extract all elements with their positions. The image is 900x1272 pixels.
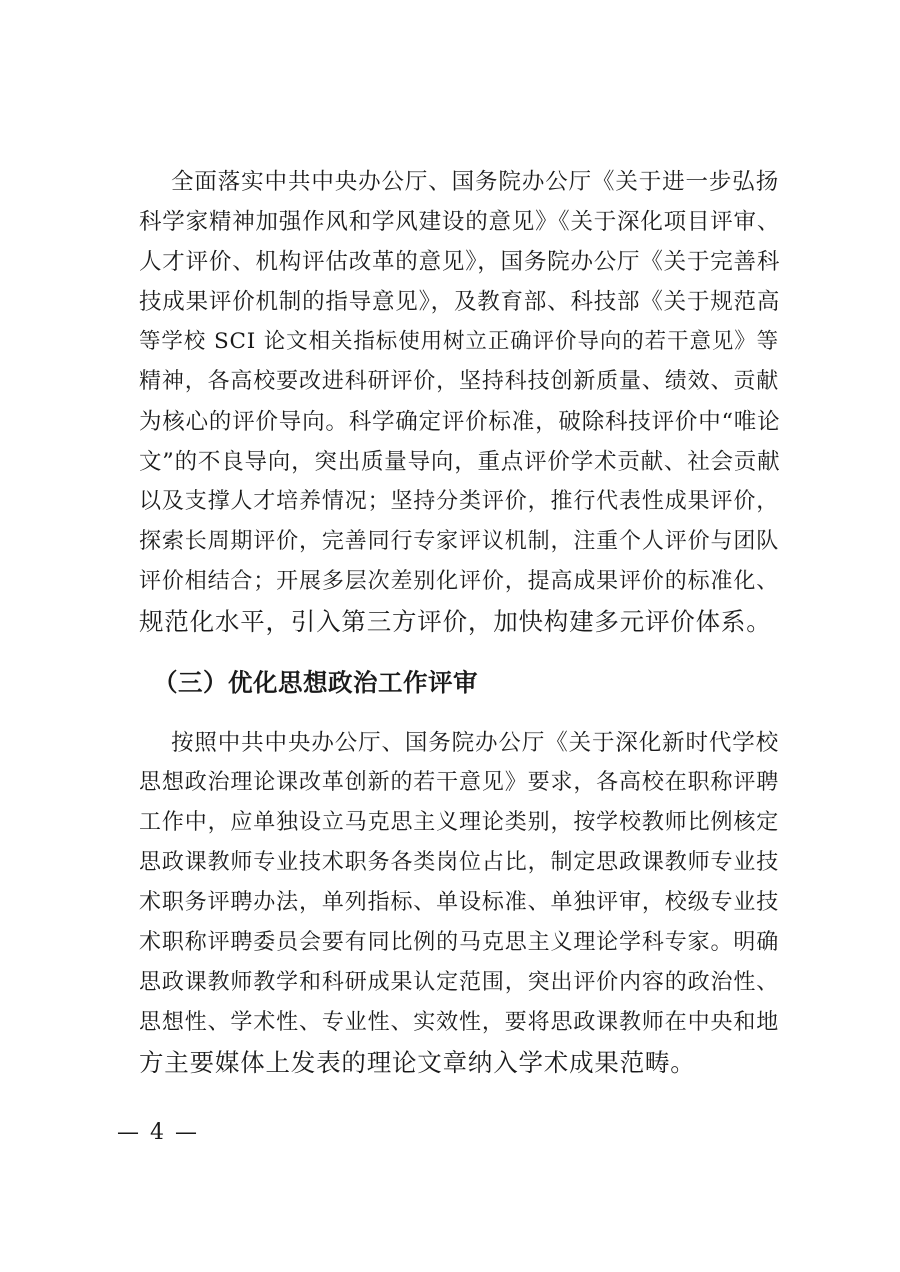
paragraph-1-line-2: 科学家精神加强作风和学风建设的意见》《关于深化项目评审、 (139, 209, 781, 235)
paragraph-1-line-12: 规范化水平，引入第三方评价，加快构建多元评价体系。 (139, 607, 772, 636)
section-heading: （三）优化思想政治工作评审 (153, 668, 478, 697)
paragraph-1-line-5: 等学校 SCI 论文相关指标使用树立正确评价导向的若干意见》等 (139, 329, 779, 354)
paragraph-1-line-8: 文”的不良导向，突出质量导向，重点评价学术贡献、社会贡献 (139, 449, 781, 475)
paragraph-1-line-10: 探索长周期评价，完善同行专家评议机制，注重个人评价与团队 (139, 529, 779, 554)
paragraph-2-line-5: 术职务评聘办法，单列指标、单设标准、单独评审，校级专业技 (139, 890, 779, 915)
paragraph-2-line-6: 术职称评聘委员会要有同比例的马克思主义理论学科专家。明确 (139, 930, 779, 955)
paragraph-2-line-9: 方主要媒体上发表的理论文章纳入学术成果范畴。 (139, 1048, 696, 1077)
paragraph-2-line-2: 思想政治理论课改革创新的若干意见》要求，各高校在职称评聘 (139, 770, 779, 795)
paragraph-2-line-4: 思政课教师专业技术职务各类岗位占比，制定思政课教师专业技 (139, 850, 779, 875)
paragraph-2-line-8: 思想性、学术性、专业性、实效性，要将思政课教师在中央和地 (139, 1010, 779, 1035)
paragraph-2-line-1: 按照中共中央办公厅、国务院办公厅《关于深化新时代学校 (171, 730, 779, 756)
paragraph-1-line-3: 人才评价、机构评估改革的意见》，国务院办公厅《关于完善科 (139, 249, 781, 275)
page-number: — 4 — (117, 1120, 199, 1145)
paragraph-1-line-9: 以及支撑人才培养情况；坚持分类评价，推行代表性成果评价， (139, 489, 779, 514)
paragraph-1-line-7: 为核心的评价导向。科学确定评价标准，破除科技评价中“唯论 (139, 409, 781, 435)
paragraph-1-line-4: 技成果评价机制的指导意见》，及教育部、科技部《关于规范高 (139, 289, 781, 315)
paragraph-1-line-11: 评价相结合；开展多层次差别化评价，提高成果评价的标准化、 (139, 569, 779, 594)
paragraph-2-line-7: 思政课教师教学和科研成果认定范围，突出评价内容的政治性、 (139, 970, 779, 995)
paragraph-2-line-3: 工作中，应单独设立马克思主义理论类别，按学校教师比例核定 (139, 810, 779, 835)
paragraph-1-line-6: 精神，各高校要改进科研评价，坚持科技创新质量、绩效、贡献 (139, 369, 779, 394)
paragraph-1-line-1: 全面落实中共中央办公厅、国务院办公厅《关于进一步弘扬 (171, 169, 779, 195)
